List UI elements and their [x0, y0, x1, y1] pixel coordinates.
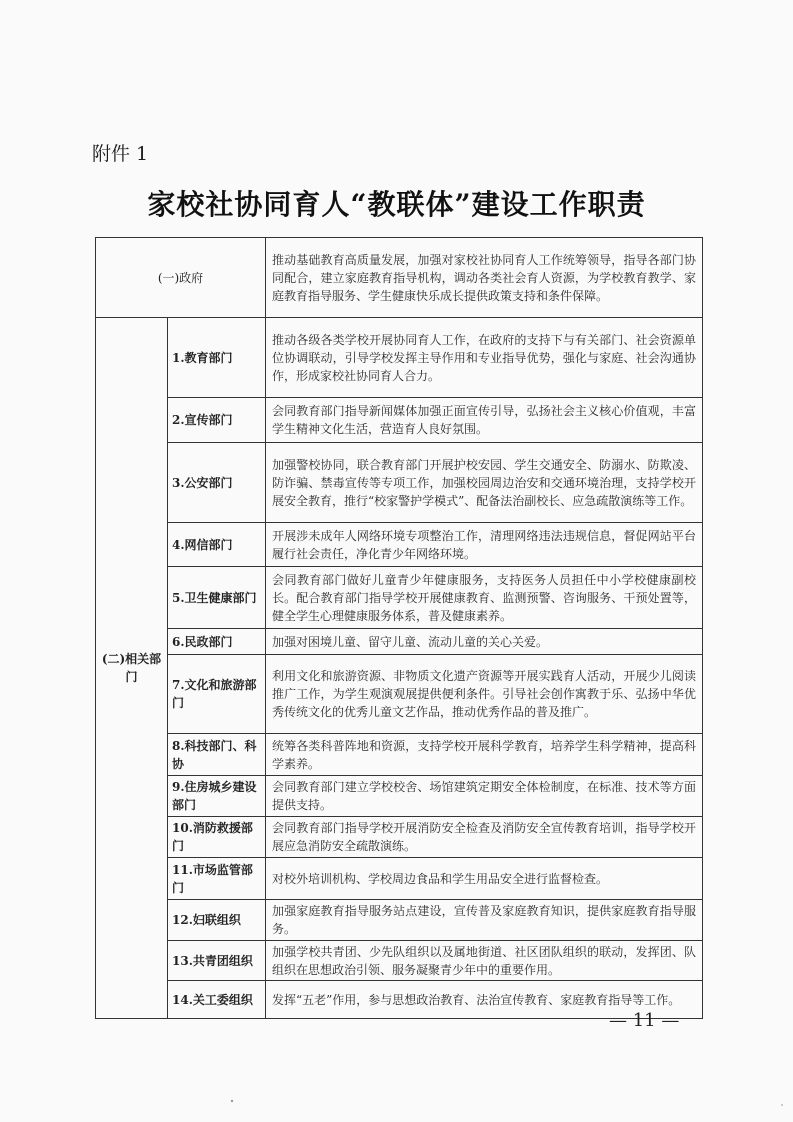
department-name: 7.文化和旅游部门 [168, 655, 266, 734]
table-row [96, 900, 703, 941]
table-row [96, 629, 703, 655]
table-row-government [96, 238, 703, 318]
table-row [96, 318, 703, 398]
department-name: 1.教育部门 [168, 318, 266, 398]
department-name: 11.市场监管部门 [168, 858, 266, 900]
department-duty: 发挥“五老”作用，参与思想政治教育、法治宣传教育、家庭教育指导等工作。 [266, 981, 703, 1019]
department-duty: 加强学校共青团、少先队组织以及属地街道、社区团队组织的联动，发挥团、队组织在思想政治引领、服务凝聚青少年中的重要作用。 [266, 941, 703, 981]
table-row [96, 443, 703, 523]
department-name: 8.科技部门、科协 [168, 734, 266, 776]
government-duty: 推动基础教育高质量发展，加强对家校社协同育人工作统筹领导，指导各部门协同配合，建立家庭教育指导机构，调动各类社会育人资源，为学校教育教学、家庭教育指导服务、学生健康快乐成长提供政策支持和条件保障。 [266, 238, 703, 318]
department-name: 6.民政部门 [168, 629, 266, 655]
department-duty: 统筹各类科普阵地和资源，支持学校开展科学教育，培养学生科学精神，提高科学素养。 [266, 734, 703, 776]
department-duty: 对校外培训机构、学校周边食品和学生用品安全进行监督检查。 [266, 858, 703, 900]
department-duty: 推动各级各类学校开展协同育人工作，在政府的支持下与有关部门、社会资源单位协调联动，引导学校发挥主导作用和专业指导优势，强化与家庭、社会沟通协作，形成家校社协同育人合力。 [266, 318, 703, 398]
table-row [96, 817, 703, 858]
department-name: 10.消防救援部门 [168, 817, 266, 858]
table-row [96, 655, 703, 734]
department-duty: 开展涉未成年人网络环境专项整治工作，清理网络违法违规信息，督促网站平台履行社会责任，净化青少年网络环境。 [266, 523, 703, 567]
table-row [96, 567, 703, 629]
table-row [96, 734, 703, 776]
document-title: 家校社协同育人“教联体”建设工作职责 [147, 188, 646, 221]
department-duty: 会同教育部门建立学校校舍、场馆建筑定期安全体检制度，在标准、技术等方面提供支持。 [266, 776, 703, 817]
department-duty: 加强警校协同，联合教育部门开展护校安园、学生交通安全、防溺水、防欺凌、防诈骗、禁毒宣传等专项工作，加强校园周边治安和交通环境治理，支持学校开展安全教育，推行“校家警护学模式”、配备法治副校长、应急疏散演练等工作。 [266, 443, 703, 523]
table-row [96, 858, 703, 900]
department-name: 13.共青团组织 [168, 941, 266, 981]
department-name: 3.公安部门 [168, 443, 266, 523]
department-name: 12.妇联组织 [168, 900, 266, 941]
department-duty: 加强家庭教育指导服务站点建设，宣传普及家庭教育知识，提供家庭教育指导服务。 [266, 900, 703, 941]
department-duty: 利用文化和旅游资源、非物质文化遗产资源等开展实践育人活动，开展少儿阅读推广工作，为学生观演观展提供便利条件。引导社会创作寓教于乐、弘扬中华优秀传统文化的优秀儿童文艺作品，推动优秀作品的普及推广。 [266, 655, 703, 734]
department-name: 2.宣传部门 [168, 398, 266, 443]
table-row [96, 776, 703, 817]
department-name: 9.住房城乡建设部门 [168, 776, 266, 817]
duties-table [95, 237, 703, 1019]
related-departments-label: (二)相关部门 [96, 318, 168, 1019]
department-name: 14.关工委组织 [168, 981, 266, 1019]
department-name: 5.卫生健康部门 [168, 567, 266, 629]
department-duty: 加强对困境儿童、留守儿童、流动儿童的关心关爱。 [266, 629, 703, 655]
table-row [96, 941, 703, 981]
department-duty: 会同教育部门指导新闻媒体加强正面宣传引导，弘扬社会主义核心价值观，丰富学生精神文化生活，营造育人良好氛围。 [266, 398, 703, 443]
attachment-label: 附件 1 [92, 143, 149, 165]
department-name: 4.网信部门 [168, 523, 266, 567]
government-label: (一)政府 [96, 238, 266, 318]
department-duty: 会同教育部门做好儿童青少年健康服务，支持医务人员担任中小学校健康副校长。配合教育部门指导学校开展健康教育、监测预警、咨询服务、干预处置等，健全学生心理健康服务体系，普及健康素养。 [266, 567, 703, 629]
table-row [96, 398, 703, 443]
department-duty: 会同教育部门指导学校开展消防安全检查及消防安全宣传教育培训，指导学校开展应急消防安全疏散演练。 [266, 817, 703, 858]
table-row [96, 523, 703, 567]
page-number: — 11 — [609, 1010, 680, 1031]
